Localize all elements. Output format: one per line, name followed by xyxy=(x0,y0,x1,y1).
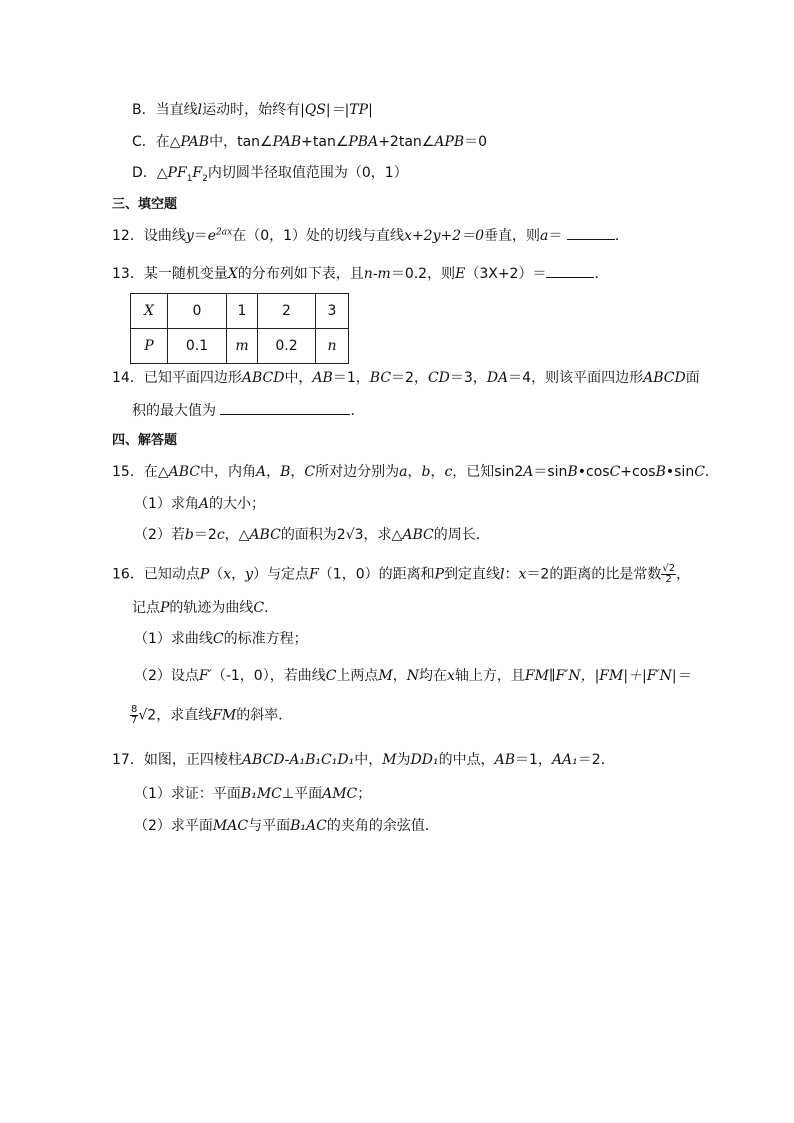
table-cell: X xyxy=(131,294,168,329)
table-cell: 0 xyxy=(168,294,227,329)
option-c-lead: C．在△ xyxy=(132,134,181,150)
var-x: X xyxy=(227,266,238,282)
q17-t1: 中， xyxy=(354,752,383,768)
var-bc: BC xyxy=(369,370,392,386)
q12-lead: 12．设曲线 xyxy=(112,228,186,244)
question-16 xyxy=(112,564,690,585)
var-A: A xyxy=(255,464,267,480)
q17-p2-tail: 的夹角的余弦值． xyxy=(326,818,439,834)
var-l: l xyxy=(500,566,505,583)
table-cell: 2 xyxy=(258,294,316,329)
option-d-tail: 内切圆半径取值范围为（0，1） xyxy=(207,165,408,181)
fraction-numerator: √2 xyxy=(662,563,676,574)
var-a: a xyxy=(540,228,549,244)
q16-t3: 到定直线 xyxy=(444,566,501,583)
q14-mid: 中， xyxy=(284,370,313,386)
q14-line2: 积的最大值为 xyxy=(132,403,216,419)
q15-comma: ， xyxy=(290,464,305,480)
q16-p2-t2: 上两点 xyxy=(336,668,379,684)
q15-comma: ， xyxy=(430,464,445,480)
q17-p2-mid: 与平面 xyxy=(248,818,291,834)
q16-colon: ： xyxy=(504,566,519,583)
var-pba: PBA xyxy=(348,134,379,150)
sub-1: 1 xyxy=(186,173,193,184)
var-C: C xyxy=(325,668,337,684)
var-prism: ABCD-A₁B₁C₁D₁ xyxy=(241,752,355,768)
var-b1mc: B₁MC xyxy=(240,786,282,802)
var-ab: AB xyxy=(312,370,333,386)
answer-blank-14[interactable] xyxy=(220,400,350,415)
sub-2: 2 xyxy=(202,173,208,184)
answer-blank-13[interactable] xyxy=(546,263,594,278)
section-heading-solutions: 四、解答题 xyxy=(112,433,178,448)
var-c-side: c xyxy=(216,527,225,543)
var-abc: ABC xyxy=(402,527,434,543)
q16-paren: （ xyxy=(209,566,224,583)
option-c-plus1: +tan∠ xyxy=(301,134,349,150)
q16-l4-tail: 的斜率． xyxy=(236,707,293,724)
option-c xyxy=(132,132,487,152)
var-b1ac: B₁AC xyxy=(290,818,327,834)
fraction-sqrt2-over-2 xyxy=(661,564,676,585)
q16-l2-lead: 记点 xyxy=(132,600,160,616)
q16-p2-t1: （-1，0），若曲线 xyxy=(211,668,326,684)
q14-v1: ＝1， xyxy=(332,370,370,386)
option-b-mid: 运动时，始终有 xyxy=(202,102,301,118)
option-d-lead: D．△ xyxy=(132,165,168,181)
var-B: B xyxy=(280,464,291,480)
q17-lead: 17．如图，正四棱柱 xyxy=(112,752,242,768)
table-cell: 0.2 xyxy=(258,329,316,364)
q15-end: ． xyxy=(704,464,719,480)
q15-t7: •sin xyxy=(665,464,695,480)
question-17-part-2 xyxy=(134,816,439,836)
var-a-side: a xyxy=(399,464,408,480)
fraction-denominator: 2 xyxy=(665,574,672,585)
table-cell: P xyxy=(131,329,168,364)
q15-comma: ， xyxy=(266,464,281,480)
question-17 xyxy=(112,750,615,770)
option-c-plus2: +2tan∠ xyxy=(378,134,435,150)
q15-comma: ， xyxy=(407,464,422,480)
var-pf: PF xyxy=(167,165,187,181)
q15-p1-tail: 的大小； xyxy=(209,496,266,512)
option-b-expr: |QS|＝|TP| xyxy=(300,102,373,118)
q16-p2-condition: FM∥F′N，|FM|＋|F′N|＝ xyxy=(524,668,691,684)
var-P: P xyxy=(434,566,445,583)
q17-t3: 的中点， xyxy=(438,752,495,768)
q17-p1-mid: ⊥平面 xyxy=(281,786,323,802)
q16-p2-comma: ， xyxy=(392,668,407,684)
question-15-part-2 xyxy=(134,525,490,545)
var-C: C xyxy=(694,464,705,480)
fraction-denominator: 7 xyxy=(131,715,138,726)
var-pab-angle: PAB xyxy=(272,134,302,150)
question-16-part-2 xyxy=(134,666,691,686)
var-abc: ABC xyxy=(168,464,200,480)
question-14 xyxy=(112,368,700,388)
q12-line-eq: x+2y+2＝0 xyxy=(404,228,485,244)
q16-p2-lead: （2）设点 xyxy=(134,668,199,684)
q16-comma: ， xyxy=(231,566,246,583)
q14-v2: ＝2， xyxy=(391,370,428,386)
q12-mid: 在（0，1）处的切线与直线 xyxy=(232,228,405,244)
q17-p1-tail: ； xyxy=(357,786,372,802)
var-abcd-2: ABCD xyxy=(643,370,686,386)
q15-p1-lead: （1）求角 xyxy=(134,496,199,512)
q13-cond2: ＝0.2，则 xyxy=(390,266,456,282)
q16-lead: 16．已知动点 xyxy=(112,566,200,583)
q16-l4-t1: √2，求直线 xyxy=(138,707,213,724)
table-row xyxy=(131,294,349,329)
q15-p2-t1: ，△ xyxy=(224,527,250,543)
var-l: l xyxy=(197,102,203,118)
q15-p2-eq: ＝2 xyxy=(193,527,217,543)
var-M: M xyxy=(378,668,393,684)
question-16-line2 xyxy=(132,598,278,618)
q13-end: ． xyxy=(594,266,609,282)
q12-mid2: 垂直，则 xyxy=(484,228,541,244)
var-x: x xyxy=(447,668,455,684)
var-F: F xyxy=(309,566,319,583)
q14-v4: ＝4，则该平面四边形 xyxy=(508,370,644,386)
var-ab: AB xyxy=(494,752,516,768)
table-cell: 1 xyxy=(227,294,258,329)
q16-p2-t3: 均在 xyxy=(419,668,448,684)
q17-t2: 为 xyxy=(396,752,411,768)
question-17-part-1 xyxy=(134,784,371,804)
var-N: N xyxy=(406,668,420,684)
var-P: P xyxy=(160,600,170,616)
var-x: x xyxy=(223,566,232,583)
var-F-prime: F′ xyxy=(198,668,212,684)
q16-p1-tail: 的标准方程； xyxy=(223,631,308,647)
table-cell: 3 xyxy=(316,294,349,329)
q16-t4: ＝2的距离的比是常数 xyxy=(526,566,662,583)
q14-end: ． xyxy=(350,403,365,419)
q16-p1-lead: （1）求曲线 xyxy=(134,631,213,647)
question-14-line2 xyxy=(132,400,364,421)
table-cell: n xyxy=(316,329,349,364)
var-FM: FM xyxy=(212,707,237,724)
var-pab: PAB xyxy=(180,134,210,150)
option-b-lead: B．当直线 xyxy=(132,102,198,118)
q13-lead: 13．某一随机变量 xyxy=(112,266,228,282)
q15-p2-tail: 的周长． xyxy=(433,527,490,543)
question-13 xyxy=(112,263,608,284)
var-A: A xyxy=(198,496,210,512)
q13-arg: （3X+2）＝ xyxy=(465,266,547,282)
q17-t5: ＝2． xyxy=(577,752,615,768)
question-12 xyxy=(112,225,629,246)
q15-t6: +cos xyxy=(620,464,656,480)
table-row xyxy=(131,329,349,364)
var-B: B xyxy=(567,464,578,480)
question-16-line4 xyxy=(130,705,292,726)
q17-p1-lead: （1）求证：平面 xyxy=(134,786,241,802)
section-heading-fill-in: 三、填空题 xyxy=(112,197,178,212)
var-mac: MAC xyxy=(212,818,249,834)
q16-t1: ）与定点 xyxy=(253,566,310,583)
exponent-2ax: 2ax xyxy=(216,227,233,238)
q15-p2-lead: （2）若 xyxy=(134,527,185,543)
var-P: P xyxy=(199,566,210,583)
var-C: C xyxy=(304,464,316,480)
var-aa1: AA₁ xyxy=(551,752,578,768)
var-M: M xyxy=(382,752,397,768)
var-c-side: c xyxy=(444,464,453,480)
option-c-mid: 中，tan∠ xyxy=(209,134,273,150)
var-amc: AMC xyxy=(322,786,358,802)
q15-p2-t2: 的面积为2√3，求△ xyxy=(280,527,403,543)
q16-t5: ， xyxy=(676,566,691,583)
fraction-numerator: 8 xyxy=(131,704,138,715)
var-y: y xyxy=(245,566,254,583)
var-x: x xyxy=(518,566,527,583)
q16-t2: （1，0）的距离和 xyxy=(318,566,435,583)
var-abc: ABC xyxy=(249,527,281,543)
question-16-part-1 xyxy=(134,629,308,649)
var-f: F xyxy=(192,165,203,181)
var-C: C xyxy=(253,600,265,616)
q15-t1: 中，内角 xyxy=(199,464,256,480)
table-cell: 0.1 xyxy=(168,329,227,364)
q12-eq2: ＝ xyxy=(548,228,563,244)
q12-end: ． xyxy=(614,228,629,244)
q12-eq: ＝ xyxy=(193,228,208,244)
q16-l2-end: ． xyxy=(264,600,279,616)
var-e-expect: E xyxy=(455,266,466,282)
q17-t4: ＝1， xyxy=(515,752,552,768)
var-dd1: DD₁ xyxy=(410,752,439,768)
question-15-part-1 xyxy=(134,494,265,514)
var-b-side: b xyxy=(421,464,431,480)
q14-v3: ＝3， xyxy=(449,370,487,386)
var-C: C xyxy=(212,631,224,647)
q14-lead: 14．已知平面四边形 xyxy=(112,370,242,386)
option-b xyxy=(132,100,373,120)
table-cell: m xyxy=(227,329,258,364)
q17-p2-lead: （2）求平面 xyxy=(134,818,213,834)
question-15 xyxy=(112,462,719,482)
answer-blank-12[interactable] xyxy=(567,225,615,240)
var-C: C xyxy=(609,464,621,480)
q15-t4: ＝sin xyxy=(533,464,568,480)
option-c-tail: ＝0 xyxy=(464,134,488,150)
var-b-side: b xyxy=(184,527,194,543)
distribution-table xyxy=(130,293,349,364)
q13-cond: n-m xyxy=(363,266,391,282)
option-d xyxy=(132,163,408,183)
var-da: DA xyxy=(486,370,509,386)
q16-l2-mid: 的轨迹为曲线 xyxy=(169,600,254,616)
q14-tail: 面 xyxy=(685,370,700,386)
q15-t2: 所对边分别为 xyxy=(315,464,400,480)
var-e: e xyxy=(207,228,217,244)
var-B: B xyxy=(655,464,666,480)
var-y: y xyxy=(185,228,194,244)
var-cd: CD xyxy=(427,370,450,386)
q15-t3: ，已知sin2 xyxy=(452,464,524,480)
q15-t5: •cos xyxy=(577,464,610,480)
q13-mid: 的分布列如下表，且 xyxy=(237,266,364,282)
var-apb: APB xyxy=(434,134,465,150)
q16-p2-t4: 轴上方，且 xyxy=(454,668,525,684)
var-abcd: ABCD xyxy=(241,370,285,386)
q15-lead: 15．在△ xyxy=(112,464,169,480)
var-A: A xyxy=(523,464,534,480)
